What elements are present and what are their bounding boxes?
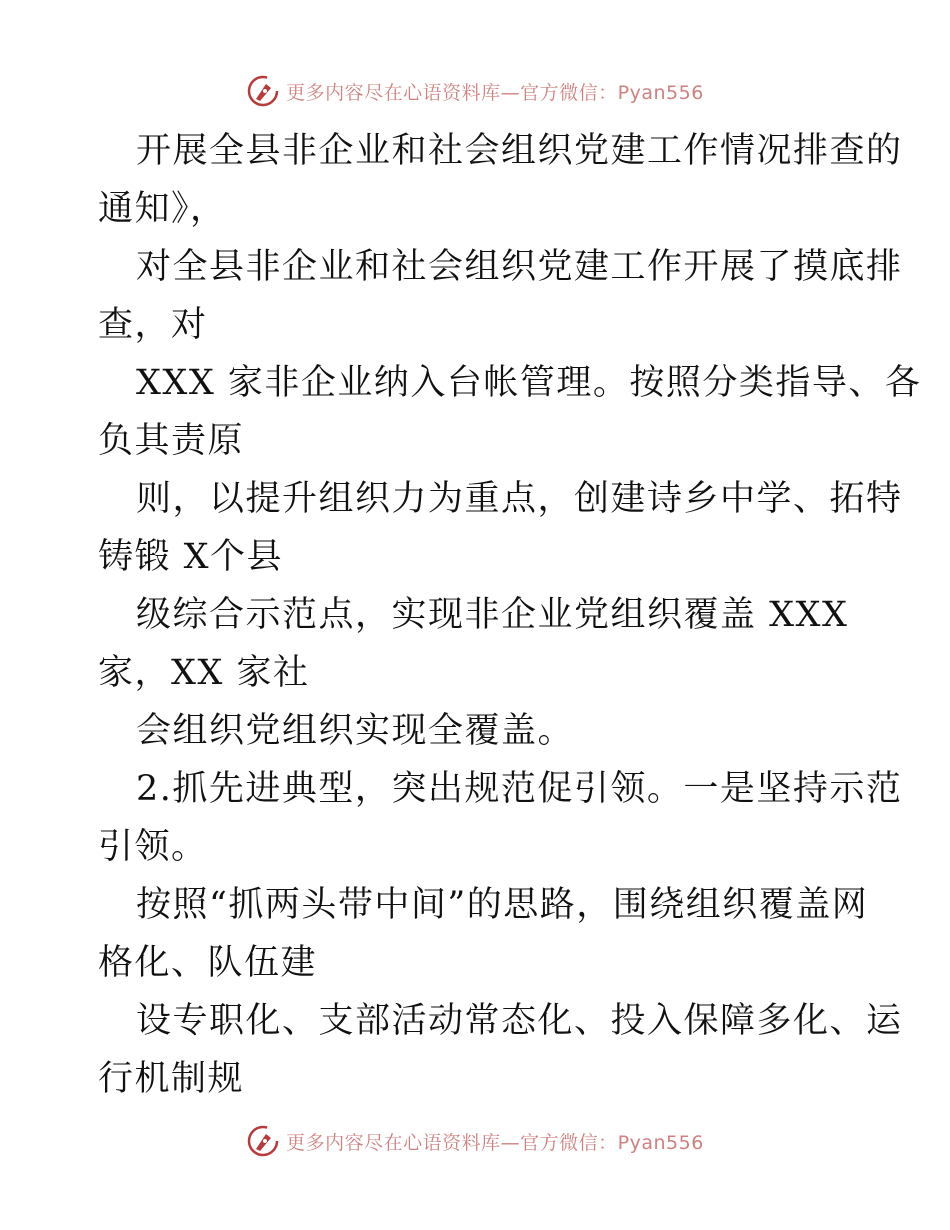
footer-banner [0,1121,950,1161]
pen-nib-logo-icon [246,74,280,108]
header-banner-text: 更多内容尽在心语资料库—官方微信：Pyan556 [286,81,704,104]
text-line: 铸锻 X个县 [98,537,284,577]
pen-nib-logo-icon [246,1124,280,1158]
header-banner [0,71,950,111]
text-line: 对全县非企业和社会组织党建工作开展了摸底排 [136,247,903,287]
text-line: 则，以提升组织力为重点，创建诗乡中学、拓特 [136,479,903,519]
text-line: 通知》， [98,189,227,229]
text-line: 引领。 [98,827,208,867]
text-line: 负其责原 [98,421,245,461]
text-line: 家，XX 家社 [98,653,310,693]
text-line: 查，对 [98,305,208,345]
text-line: 按照“抓两头带中间”的思路，围绕组织覆盖网 [136,885,869,925]
text-line: 级综合示范点，实现非企业党组织覆盖 XXX [136,595,849,635]
text-line: 2.抓先进典型，突出规范促引领。一是坚持示范 [136,769,903,809]
text-line: 设专职化、支部活动常态化、投入保障多化、运 [136,1001,903,1041]
text-line: 会组织党组织实现全覆盖。 [136,711,575,751]
document-body [98,122,922,1108]
text-line: 开展全县非企业和社会组织党建工作情况排查的 [136,131,903,171]
text-line: 格化、队伍建 [98,943,318,983]
text-line: 行机制规 [98,1059,245,1099]
footer-banner-text: 更多内容尽在心语资料库—官方微信：Pyan556 [286,1131,704,1154]
text-line: XXX 家非企业纳入台帐管理。按照分类指导、各 [136,363,922,403]
